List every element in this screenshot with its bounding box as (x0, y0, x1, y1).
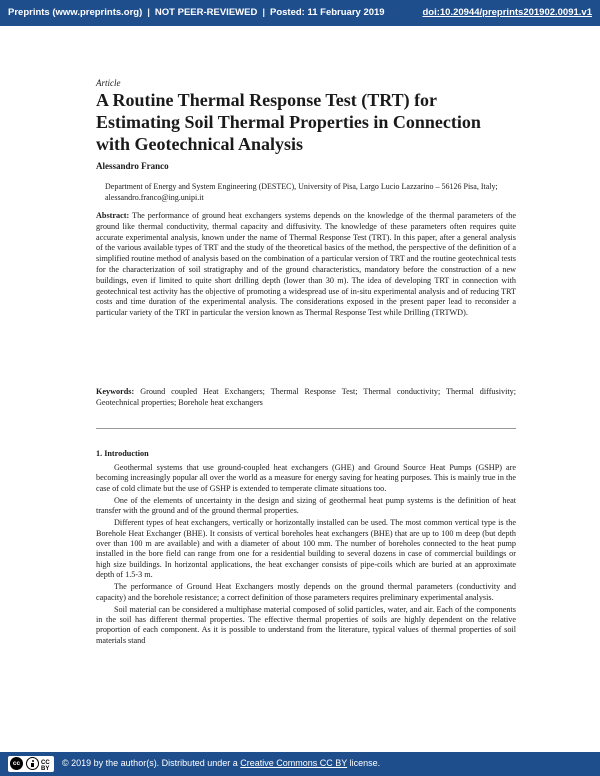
license-link[interactable]: Creative Commons CC BY (240, 758, 348, 768)
paragraph: One of the elements of uncertainty in the design and sizing of geothermal heat pump systems is the definition of heat transfer with the ground and of the ground thermal properties. (96, 495, 516, 516)
header-info (8, 7, 385, 18)
paragraph: Geothermal systems that use ground-coupled heat exchangers (GHE) and Ground Source Heat Pumps (GSHP) are becoming increasingly popular all over the world as a measure for energy saving for heating purposes. This is mainly true in the case of cold climate but the use of GSHP is extended to temperate climate situations too. (96, 463, 516, 493)
license-statement (62, 758, 380, 768)
abstract (96, 211, 516, 319)
author-affiliation: Department of Energy and System Engineering (DESTEC), University of Pisa, Largo Lucio Lazzarino – 56126 Pisa, Italy; alessandro.franco@ing.unipi.it (105, 182, 498, 202)
article-type-label: Article (96, 78, 121, 88)
license-badge-text: CC BY (41, 760, 50, 772)
keywords (96, 387, 516, 409)
license-footer-bar (0, 752, 600, 776)
author-name: Alessandro Franco (96, 161, 169, 171)
posted-date: Posted: 11 February 2019 (270, 7, 385, 18)
doi-link[interactable]: doi:10.20944/preprints201902.0091.v1 (422, 7, 592, 18)
keywords-text: Ground coupled Heat Exchangers; Thermal Response Test; Thermal conductivity; Thermal diffusivity; Geotechnical properties; Borehole heat exchangers (96, 387, 517, 407)
cc-icon: cc (10, 757, 23, 770)
keywords-label: Keywords: (96, 387, 135, 396)
source-link[interactable]: Preprints (www.preprints.org) (8, 7, 143, 18)
paragraph: Soil material can be considered a multiphase material composed of solid particles, water, and air. Each of the components in the soil has different thermal properties. The effective thermal properties of soils are highly dependent on the relative proportion of each component. As it is possible to understand from the literature, typical values of thermal properties of soil materials stand (96, 604, 516, 645)
section-heading: 1. Introduction (96, 449, 149, 458)
header-separator: | (262, 7, 265, 18)
header-separator: | (147, 7, 150, 18)
copyright-text: © 2019 by the author(s). Distributed under a (62, 758, 238, 768)
license-suffix: license. (349, 758, 381, 768)
preprint-header-bar (0, 0, 600, 26)
section-divider (96, 428, 516, 429)
paragraph: Different types of heat exchangers, vertically or horizontally installed can be used. The most common vertical type is the Borehole Heat Exchanger (BHE). It consists of vertical boreholes heat exchangers (BHE) that are up to 100 m deep (but depth over than 100 m are available) and with a diameter of about 100 mm. The number of boreholes connected to the heat pump installed in the bore field can range from one for a residential building to several dozens in case of commercial buildings or high size buildings. In horizontal applications, the heat exchanger consists of pipe-coils which are buried at an approximate depth of 1.5-3 m. (96, 518, 516, 579)
attribution-icon (26, 757, 39, 770)
paper-title: A Routine Thermal Response Test (TRT) for Estimating Soil Thermal Properties in Connection with Geotechnical Analysis (96, 90, 481, 154)
abstract-label: Abstract: (96, 211, 130, 220)
introduction-body (96, 463, 516, 648)
paragraph: The performance of Ground Heat Exchangers mostly depends on the ground thermal parameters (conductivity and capacity) and the borehole resistance; a correct definition of those parameters requires preliminary experimental analysis. (96, 582, 516, 602)
cc-by-license-badge[interactable] (8, 756, 54, 772)
review-status: NOT PEER-REVIEWED (154, 7, 258, 18)
abstract-text: The performance of ground heat exchangers systems depends on the knowledge of the thermal parameters of the ground like thermal conductivity, thermal capacity and diffusivity. The knowledge of these parameters often requires quite accurate experimental analysis, known under the name of Thermal Response Test (TRT). In this paper, after a general analysis of the various available types of TRT and the study of the theoretical basics of the method, the perspective of the definition of a simplified routine method of analysis based on the combination of a particular version of TRT and the routine geotechnical tests for the characterization of soil stratigraphy and of the ground characteristics, mandatory before the construction of a new buildings, even if limited to quite short drilling depth (lower than 30 m). The idea of developing TRT in connection with geotechnical test activity has the objective of promoting a widespread use of in-situ experimental analysis and of reducing TRT costs and time duration of the experimental analysis. The considerations exposed in the present paper lead to reconsider a particular variety of the TRT in particular the version known as Thermal Response Test while Drilling (TRTWD). (96, 211, 516, 318)
